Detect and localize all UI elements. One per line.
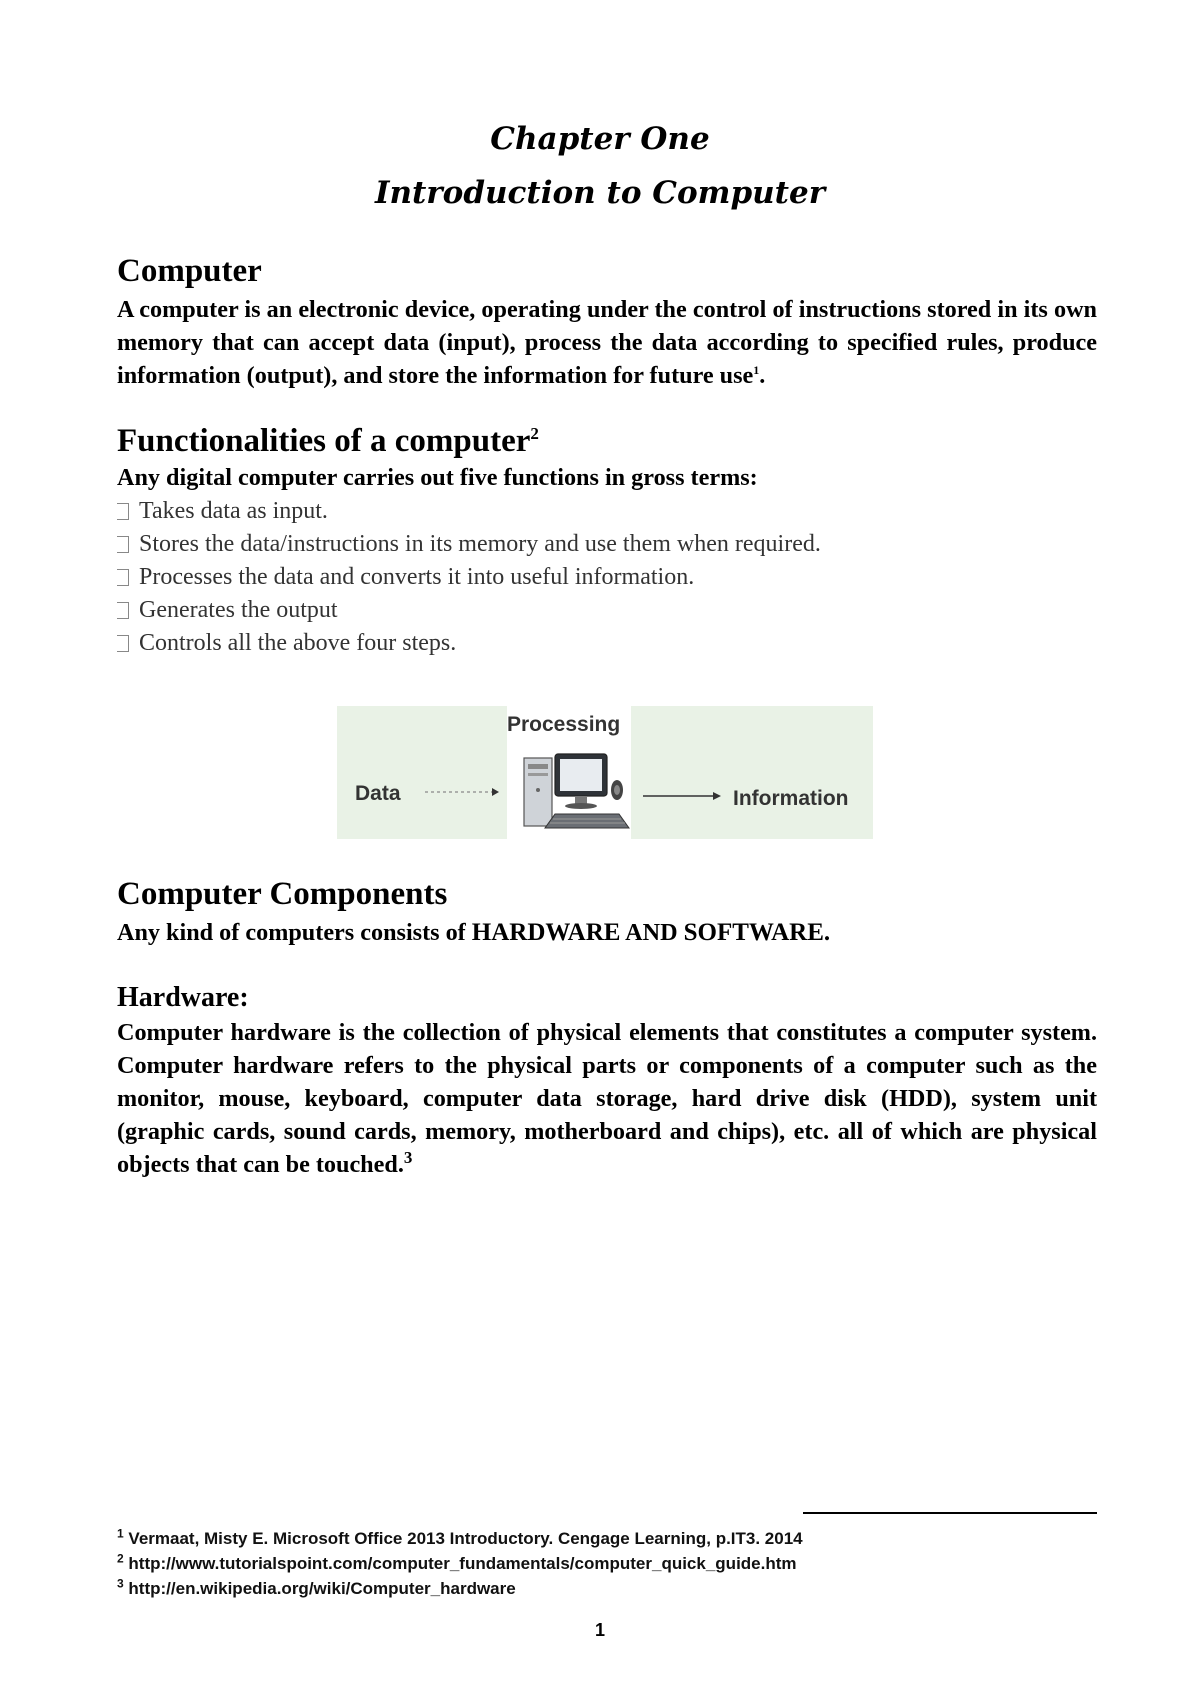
figure-graphics [337,706,873,839]
footnote-number: 3 [117,1576,124,1591]
data-processing-figure [337,706,873,839]
functionalities-heading [117,422,539,460]
information-arrow-icon [643,792,721,800]
components-body-and: AND [620,919,684,946]
footnote-3 [117,1577,516,1601]
list-item-text: Processes the data and converts it into useful information. [139,564,695,590]
checkbox-bullet-icon [117,602,129,619]
list-item-text: Stores the data/instructions in its memory and use them when required. [139,531,821,557]
computer-definition-text: A computer is an electronic device, operating under the control of instructions stored in its own memory that can accept data (input), process the data according to specified rules, produce information (output), and store the information for future use [117,296,1097,389]
list-item [117,495,821,528]
footnote-ref-1[interactable]: 1 [753,362,760,377]
data-label: Data [355,782,401,805]
chapter-subtitle: Introduction to Computer [374,175,826,211]
desktop-computer-icon [524,754,629,828]
hardware-term: HARDWARE [471,919,621,946]
footnote-link[interactable]: http://www.tutorialspoint.com/computer_fundamentals/computer_quick_guide.htm [128,1554,797,1573]
functionalities-heading-text: Functionalities of a computer [117,423,531,459]
processing-label: Processing [507,713,621,736]
information-label: Information [733,787,849,810]
footnote-number: 1 [117,1526,124,1541]
footnote-text: Vermaat, Misty E. Microsoft Office 2013 Introductory. Cengage Learning, p.IT3. 2014 [128,1529,803,1548]
list-item [117,594,821,627]
footnote-2 [117,1552,797,1576]
hardware-body [117,1016,1097,1181]
list-item [117,528,821,561]
checkbox-bullet-icon [117,635,129,652]
footnote-1 [117,1527,803,1551]
footnote-separator [803,1512,1097,1514]
list-item [117,561,821,594]
list-item-text: Generates the output [139,597,338,623]
computer-definition-end: . [759,362,766,389]
footnote-number: 2 [117,1551,124,1566]
components-body [117,916,1097,949]
checkbox-bullet-icon [117,569,129,586]
components-heading: Computer Components [117,876,448,912]
computer-heading: Computer [117,253,262,289]
data-arrow-icon [425,788,499,796]
footnote-link[interactable]: http://en.wikipedia.org/wiki/Computer_hardware [128,1579,516,1598]
components-body-prefix: Any kind of computers consists of [117,919,472,946]
software-term: SOFTWARE. [683,919,831,946]
list-item-text: Controls all the above four steps. [139,630,457,656]
functionalities-intro: Any digital computer carries out five functions in gross terms: [117,464,758,491]
footnote-ref-2[interactable]: 2 [530,424,539,443]
list-item-text: Takes data as input. [139,498,328,524]
list-item [117,627,821,660]
computer-definition [117,293,1097,392]
hardware-body-text: Computer hardware is the collection of physical elements that constitutes a computer system. Computer hardware refers to the physical parts or components of a computer such as the monitor, mouse, keyboard, computer data storage, hard drive disk (HDD), system unit (graphic cards, sound cards, memory, motherboard and chips), etc. all of which are physical objects that can be touched. [117,1019,1097,1178]
page-number: 1 [594,1620,605,1640]
checkbox-bullet-icon [117,503,129,520]
functions-list [117,495,821,660]
checkbox-bullet-icon [117,536,129,553]
footnote-ref-3[interactable]: 3 [403,1147,413,1167]
chapter-title: Chapter One [490,121,710,157]
hardware-heading: Hardware: [117,982,249,1013]
